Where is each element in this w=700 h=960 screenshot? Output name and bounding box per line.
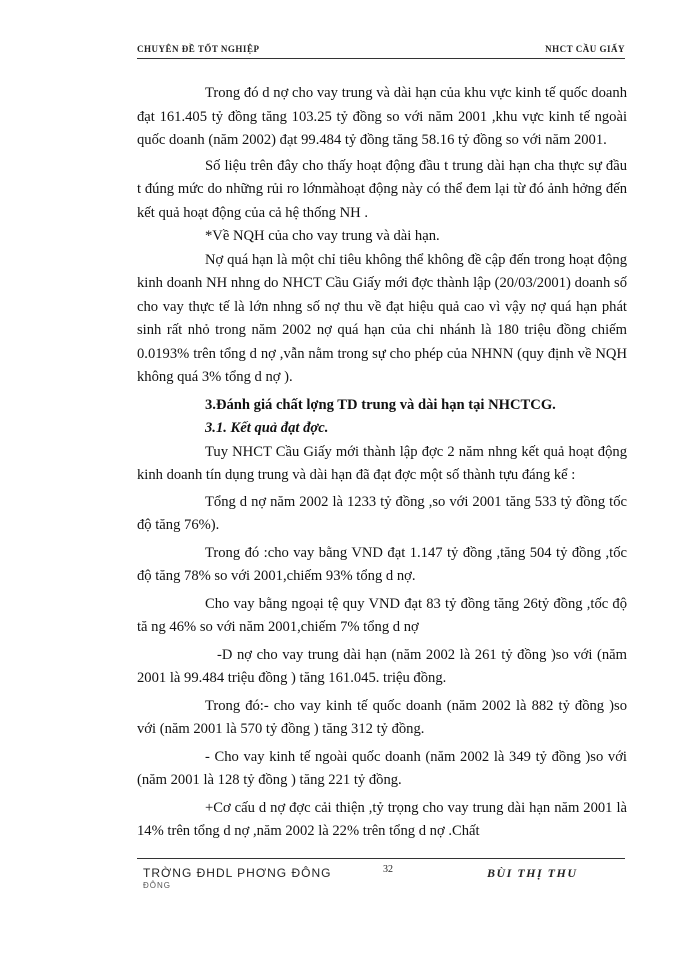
footer-author: BÙI THỊ THU — [487, 866, 578, 880]
paragraph-9: -D nợ cho vay trung dài hạn (năm 2002 là 261 tỷ đồng )so với (năm 2001 là 99.484 triệu đồng ) tăng 161.045. triệu đồng. — [137, 646, 627, 686]
document-body — [137, 82, 627, 844]
paragraph-2: Số liệu trên đây cho thấy hoạt động đầu t trung dài hạn cha thực sự đầu t đúng mức do những rủi ro lớnmàhoạt động này có thể đem lại từ đó ảnh hởng đến kết quả hoạt động của cả hệ thống NH . — [137, 157, 627, 221]
paragraph-7: Trong đó :cho vay bằng VND đạt 1.147 tỷ đồng ,tăng 504 tỷ đồng ,tốc độ tăng 78% so với 2001,chiếm 93% tổng d nợ. — [137, 544, 627, 584]
paragraph-12: +Cơ cấu d nợ đợc cải thiện ,tỷ trọng cho vay trung dài hạn năm 2001 là 14% trên tổng d nợ ,năm 2002 là 22% trên tổng d nợ .Chất — [137, 799, 627, 839]
header-left: CHUYÊN ĐỀ TỐT NGHIỆP — [137, 44, 260, 54]
header-rule — [137, 58, 625, 59]
paragraph-3: *Về NQH của cho vay trung và dài hạn. — [205, 228, 440, 244]
header-right: NHCT CẦU GIẤY — [545, 44, 625, 54]
section-heading: 3.Đánh giá chất lợng TD trung và dài hạn tại NHCTCG. — [205, 396, 556, 413]
footer-rule — [137, 858, 625, 859]
paragraph-1: Trong đó d nợ cho vay trung và dài hạn của khu vực kinh tế quốc doanh đạt 161.405 tỷ đồng tăng 103.25 tỷ đồng so với năm 2001 ,khu vực kinh tế ngoài quốc doanh (năm 2002) đạt 99.484 tỷ đồng tăng 58.16 tỷ đồng so với năm 2001. — [137, 85, 627, 148]
paragraph-6: Tổng d nợ năm 2002 là 1233 tỷ đồng ,so với 2001 tăng 533 tỷ đồng tốc độ tăng 76%). — [137, 493, 627, 533]
paragraph-10: Trong đó:- cho vay kinh tế quốc doanh (năm 2002 là 882 tỷ đồng )so với (năm 2001 là 570 tỷ đồng ) tăng 312 tỷ đồng. — [137, 697, 627, 737]
paragraph-8: Cho vay bằng ngoại tệ quy VND đạt 83 tỷ đồng tăng 26tỷ đồng ,tốc độ tă ng 46% so với năm 2001,chiếm 7% tổng d nợ — [137, 595, 627, 635]
subsection-heading: 3.1. Kết quả đạt đợc. — [205, 420, 329, 436]
paragraph-4: Nợ quá hạn là một chỉ tiêu không thể không đề cập đến trong hoạt động kinh doanh NH nhng do NHCT Cầu Giấy mới đợc thành lập (20/03/2001) doanh số cho vay thực tế là lớn nhng số nợ thu về đạt hiệu quả cao vì vậy nợ quá hạn phát sinh rất nhỏ trong năm 2002 nợ quá hạn của chi nhánh là 180 triệu đồng chiếm 0.0193% trên tổng d nợ ,vẫn nằm trong sự cho phép của NHNN (quy định về NQH không quá 3% tổng d nợ ). — [137, 251, 627, 385]
paragraph-11: - Cho vay kinh tế ngoài quốc doanh (năm 2002 là 349 tỷ đồng )so với (năm 2001 là 128 tỷ đồng ) tăng 221 tỷ đồng. — [137, 748, 627, 788]
page-number: 32 — [383, 864, 393, 875]
footer-university-sub: ĐÔNG — [143, 881, 171, 890]
footer-university: TRỜNG ĐHDL PHƠNG ĐÔNG — [143, 866, 332, 880]
paragraph-5: Tuy NHCT Cầu Giấy mới thành lập đợc 2 năm nhng kết quả hoạt động kinh doanh tín dụng trung và dài hạn đã đạt đợc một số thành tựu đáng kể : — [137, 443, 627, 483]
